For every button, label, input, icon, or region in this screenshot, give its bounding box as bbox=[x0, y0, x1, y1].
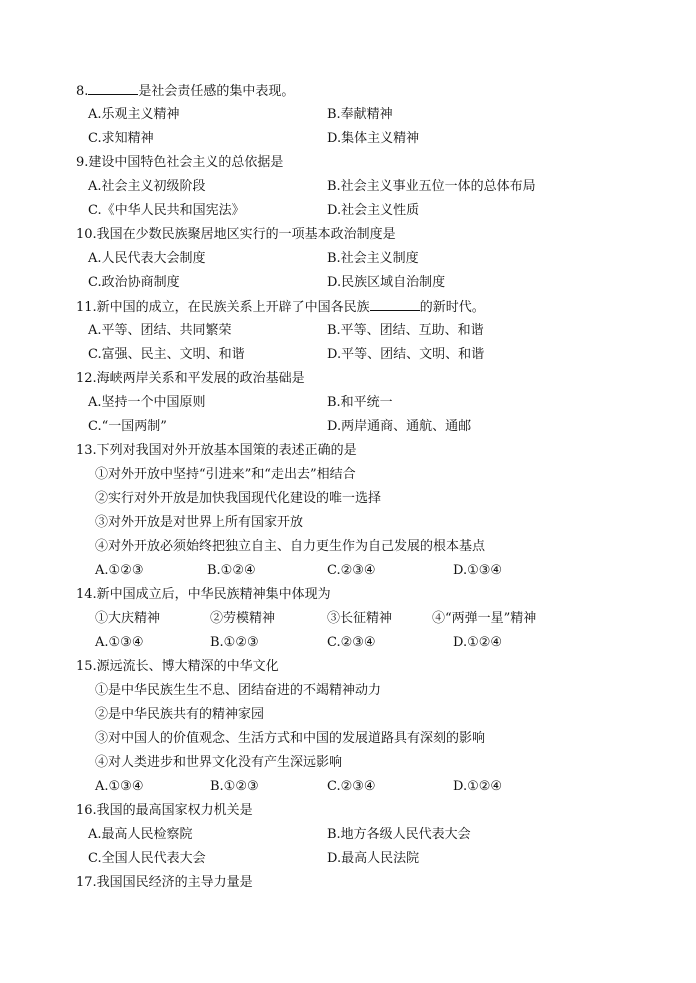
question-text: 的新时代。 bbox=[419, 300, 485, 315]
statement-4: ④对人类进步和世界文化没有产生深远影响 bbox=[95, 755, 343, 770]
option-d: D.①②④ bbox=[453, 635, 503, 650]
option-c: C.“一国两制” bbox=[88, 419, 167, 434]
statement-2: ②是中华民族共有的精神家园 bbox=[95, 707, 265, 722]
answer-blank bbox=[88, 83, 138, 95]
question-10-stem: 10.我国在少数民族聚居地区实行的一项基本政治制度是 bbox=[76, 227, 396, 242]
question-11-stem bbox=[76, 299, 485, 316]
question-17-stem: 17.我国国民经济的主导力量是 bbox=[76, 875, 253, 890]
statement-2: ②实行对外开放是加快我国现代化建设的唯一选择 bbox=[95, 491, 382, 506]
option-d: D.社会主义性质 bbox=[327, 203, 420, 218]
option-b: B.和平统一 bbox=[327, 395, 393, 410]
question-9-stem: 9.建设中国特色社会主义的总依据是 bbox=[76, 155, 284, 170]
option-b: B.地方各级人民代表大会 bbox=[327, 827, 471, 842]
statement-1: ①是中华民族生生不息、团结奋进的不竭精神动力 bbox=[95, 683, 382, 698]
question-15-stem: 15.源远流长、博大精深的中华文化 bbox=[76, 659, 279, 674]
option-b: B.奉献精神 bbox=[327, 107, 393, 122]
option-b: B.平等、团结、互助、和谐 bbox=[327, 323, 484, 338]
question-text: 是社会责任感的集中表现。 bbox=[138, 84, 295, 99]
question-number: 8. bbox=[76, 84, 89, 99]
option-b: B.①②④ bbox=[207, 563, 256, 578]
option-c: C.②③④ bbox=[327, 779, 376, 794]
option-d: D.集体主义精神 bbox=[327, 131, 420, 146]
option-b: B.社会主义制度 bbox=[327, 251, 419, 266]
option-c: C.富强、民主、文明、和谐 bbox=[88, 347, 245, 362]
statement-1: ①对外开放中坚持“引进来”和“走出去”相结合 bbox=[95, 467, 356, 482]
statement-1: ①大庆精神 bbox=[95, 611, 161, 626]
option-d: D.平等、团结、文明、和谐 bbox=[327, 347, 485, 362]
option-d: D.民族区域自治制度 bbox=[327, 275, 446, 290]
option-a: A.①③④ bbox=[95, 779, 144, 794]
question-13-stem: 13.下列对我国对外开放基本国策的表述正确的是 bbox=[76, 443, 357, 458]
question-16-stem: 16.我国的最高国家权力机关是 bbox=[76, 803, 253, 818]
option-d: D.①③④ bbox=[453, 563, 503, 578]
option-d: D.最高人民法院 bbox=[327, 851, 420, 866]
statement-3: ③对外开放是对世界上所有国家开放 bbox=[95, 515, 304, 530]
statement-4: ④对外开放必须始终把独立自主、自力更生作为自己发展的根本基点 bbox=[95, 539, 486, 554]
statement-4: ④“两弹一星”精神 bbox=[432, 611, 537, 626]
option-a: A.最高人民检察院 bbox=[88, 827, 193, 842]
option-c: C.②③④ bbox=[327, 563, 376, 578]
answer-blank bbox=[370, 299, 420, 311]
question-14-stem: 14.新中国成立后，中华民族精神集中体现为 bbox=[76, 587, 331, 602]
question-12-stem: 12.海峡两岸关系和平发展的政治基础是 bbox=[76, 371, 305, 386]
option-d: D.①②④ bbox=[453, 779, 503, 794]
option-b: B.①②③ bbox=[210, 779, 259, 794]
option-a: A.①②③ bbox=[95, 563, 144, 578]
option-a: A.平等、团结、共同繁荣 bbox=[88, 323, 232, 338]
option-c: C.求知精神 bbox=[88, 131, 154, 146]
statement-2: ②劳模精神 bbox=[210, 611, 276, 626]
option-c: C.《中华人民共和国宪法》 bbox=[88, 203, 245, 218]
question-text: 11.新中国的成立，在民族关系上开辟了中国各民族 bbox=[76, 300, 370, 315]
option-b: B.①②③ bbox=[210, 635, 259, 650]
option-c: C.②③④ bbox=[327, 635, 376, 650]
option-c: C.全国人民代表大会 bbox=[88, 851, 206, 866]
statement-3: ③长征精神 bbox=[327, 611, 393, 626]
option-c: C.政治协商制度 bbox=[88, 275, 180, 290]
option-d: D.两岸通商、通航、通邮 bbox=[327, 419, 472, 434]
option-b: B.社会主义事业五位一体的总体布局 bbox=[327, 179, 536, 194]
option-a: A.坚持一个中国原则 bbox=[88, 395, 206, 410]
option-a: A.①③④ bbox=[95, 635, 144, 650]
statement-3: ③对中国人的价值观念、生活方式和中国的发展道路具有深刻的影响 bbox=[95, 731, 486, 746]
option-a: A.社会主义初级阶段 bbox=[88, 179, 206, 194]
question-8-stem bbox=[76, 83, 294, 100]
option-a: A.乐观主义精神 bbox=[88, 107, 180, 122]
option-a: A.人民代表大会制度 bbox=[88, 251, 206, 266]
